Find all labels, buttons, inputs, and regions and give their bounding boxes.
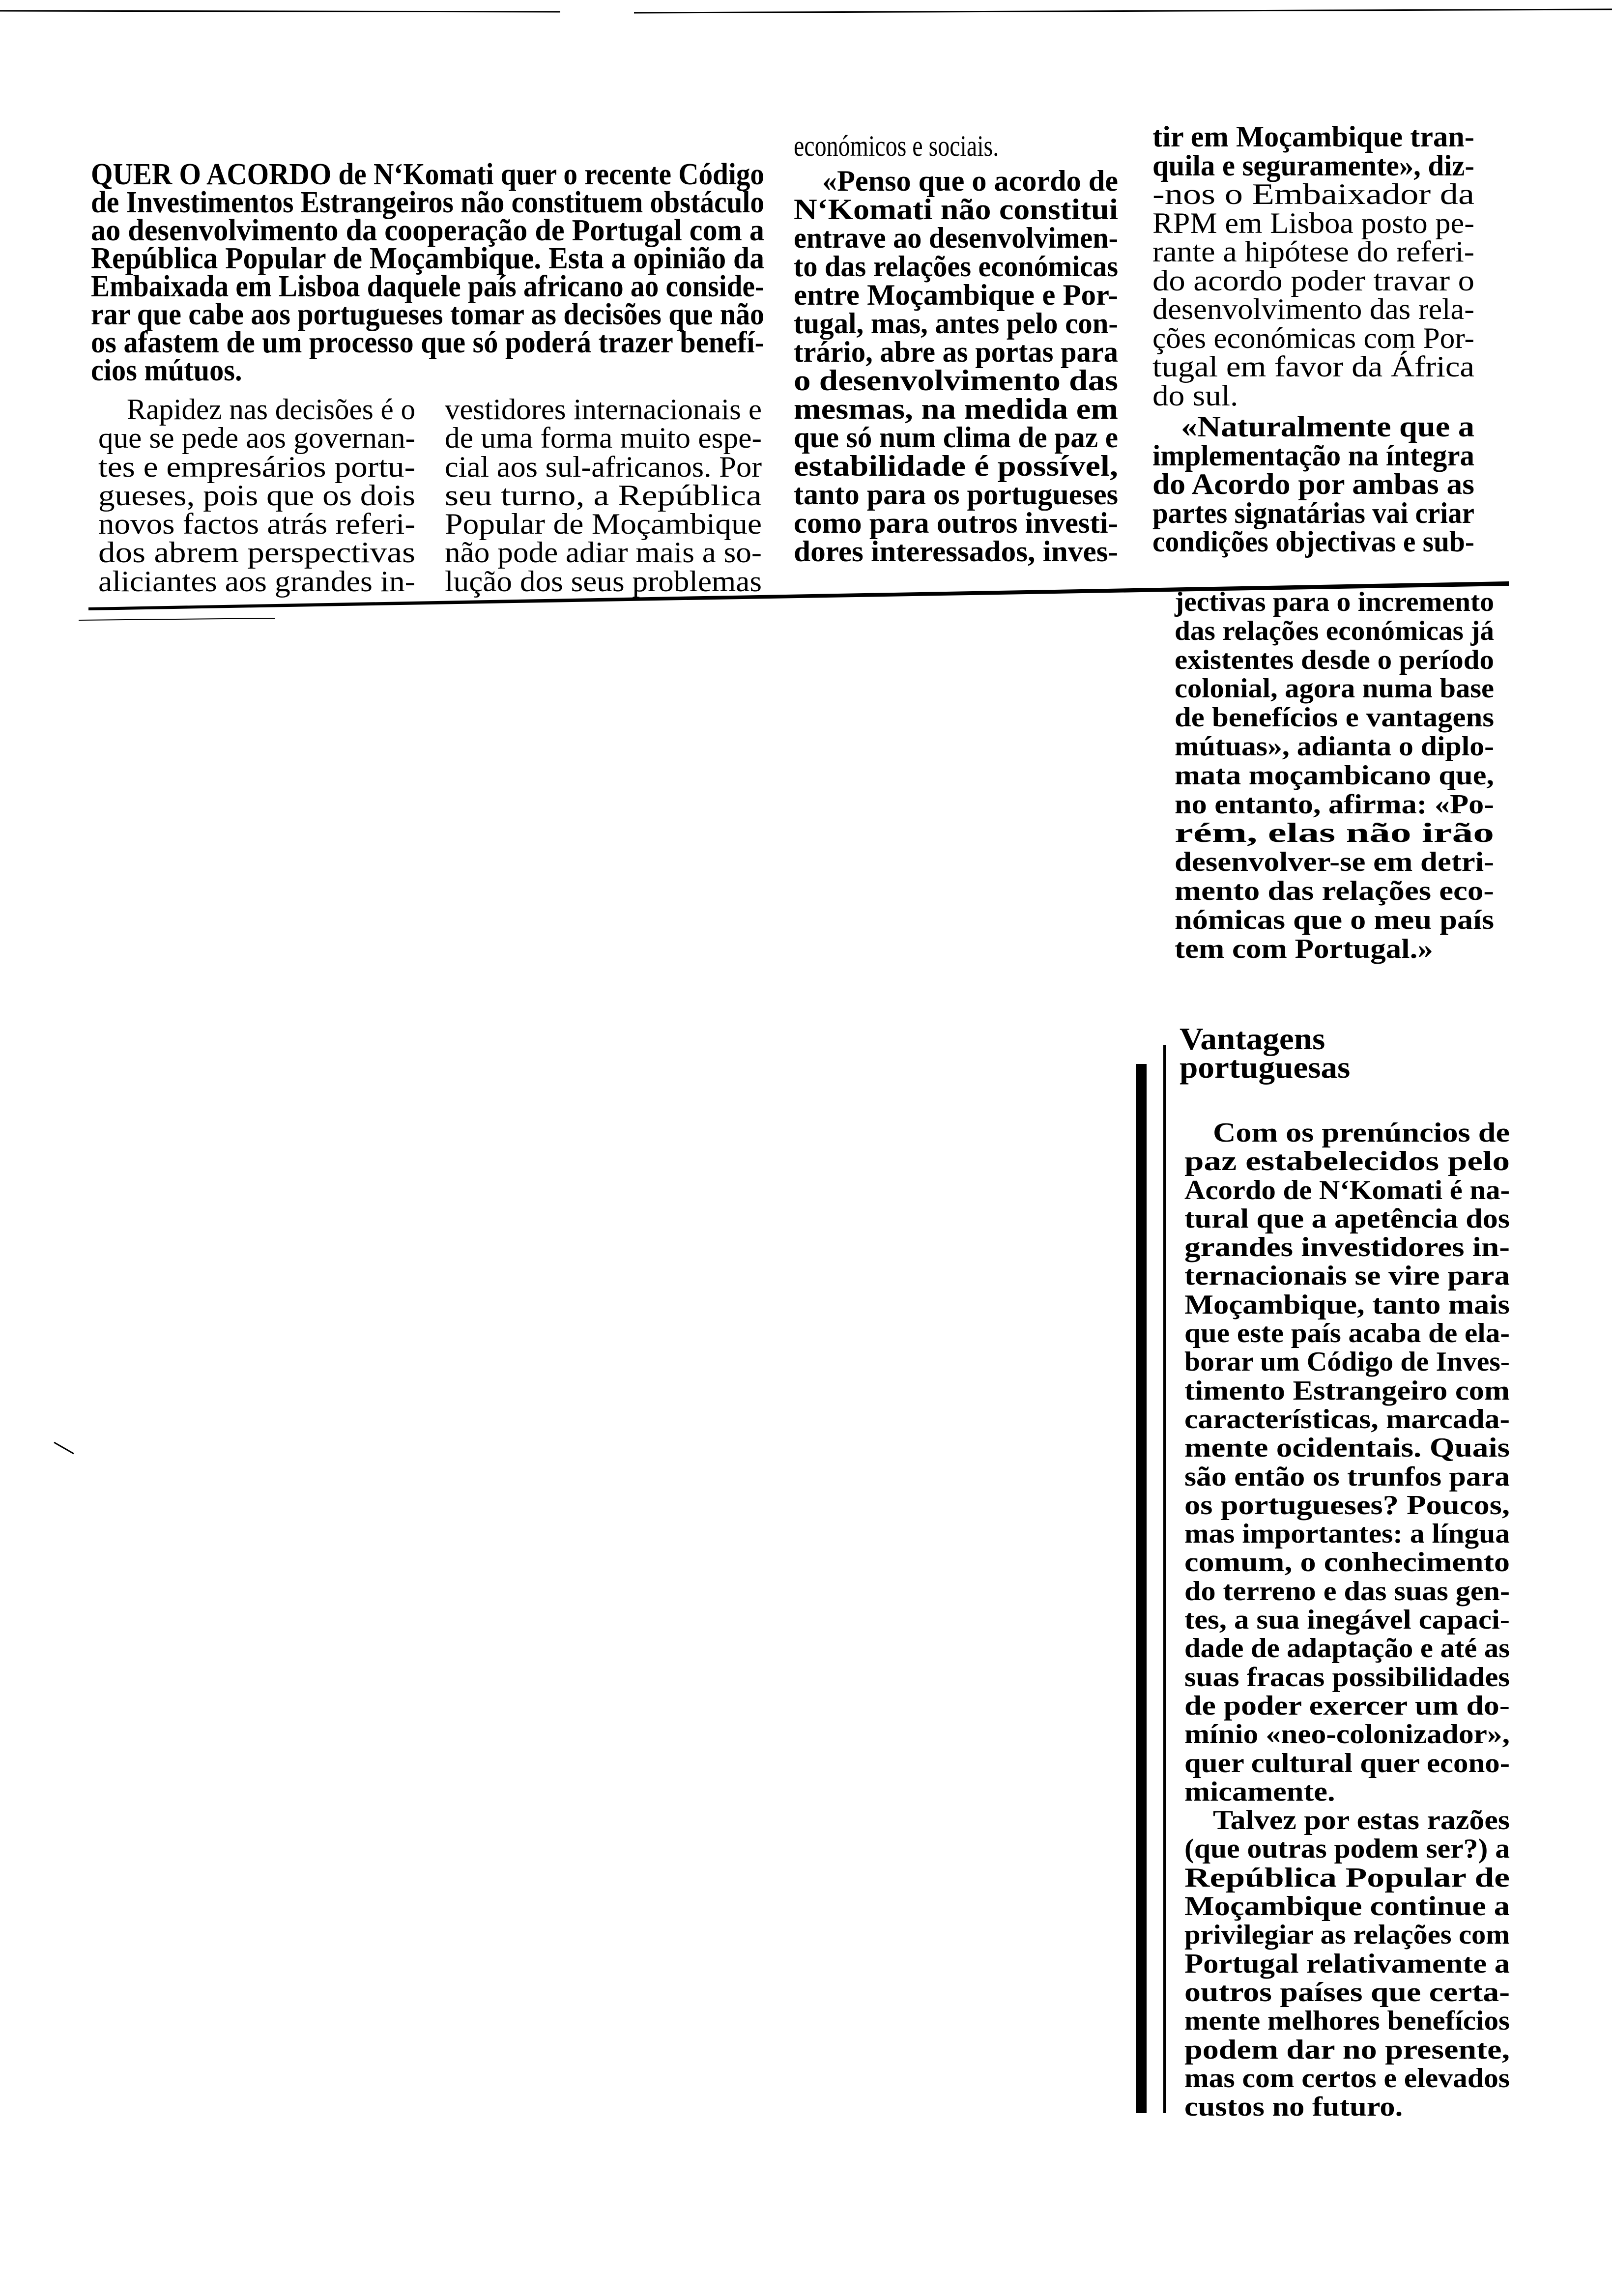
text-line-content: ções económicas com Por-: [1152, 321, 1474, 354]
text-line: [1184, 1606, 1510, 1634]
text-line-content: estabilidade é possível,: [794, 450, 1118, 482]
subheading-line: Vantagens: [1180, 1021, 1325, 1056]
text-line-content: outros países que certa-: [1184, 1977, 1510, 2008]
text-line: [1175, 790, 1494, 819]
text-line-content: tir em Moçambique tran-: [1152, 120, 1474, 153]
text-line-content: dade de adaptação e até as: [1184, 1633, 1510, 1664]
text-line-content: tes e empresários portu-: [98, 450, 415, 483]
subheading-line: portuguesas: [1180, 1050, 1351, 1085]
text-line-content: rante a hipótese do referi-: [1152, 235, 1474, 268]
text-line-content: paz estabelecidos pelo: [1184, 1146, 1510, 1177]
column-d-quote-end: [1152, 122, 1474, 180]
column-a: [98, 395, 415, 596]
text-line: [1175, 588, 1494, 617]
column-divider-rule-thin: [79, 618, 275, 620]
text-line: [1184, 1864, 1510, 1892]
text-line-content: mas importantes: a língua: [1184, 1519, 1510, 1550]
text-line-content: os portugueses? Poucos,: [1184, 1490, 1510, 1521]
text-line: [1184, 1377, 1510, 1405]
text-line: [1184, 1291, 1510, 1319]
text-line-content: desenvolver-se em detri-: [1175, 847, 1494, 878]
text-line-content: aliciantes aos grandes in-: [98, 565, 415, 598]
text-line: [91, 158, 764, 191]
text-line: [1175, 646, 1494, 675]
text-line-content: tanto para os portugueses: [794, 478, 1118, 511]
text-line-content: partes signatárias vai criar: [1152, 496, 1474, 529]
text-line: [1175, 761, 1494, 790]
text-line-content: das relações económicas já: [1175, 615, 1494, 646]
text-line: [1175, 906, 1494, 935]
text-line: [794, 167, 1118, 195]
text-line-content: de benefícios e vantagens: [1175, 702, 1494, 733]
text-line-content: mesmas, na medida em: [794, 393, 1118, 425]
text-line-content: mente melhores benefícios: [1184, 2006, 1510, 2037]
text-line-content: são então os trunfos para: [1184, 1461, 1510, 1492]
text-line: [1184, 1463, 1510, 1491]
column-d-attribution: [1152, 180, 1474, 410]
text-line-content: tem com Portugal.»: [1175, 933, 1433, 964]
text-line: [91, 298, 764, 331]
text-line-content: tugal, mas, antes pelo con-: [794, 307, 1118, 340]
text-line: [1184, 1978, 1510, 2007]
text-line: [445, 422, 762, 455]
text-line: [1184, 1634, 1510, 1663]
scan-mark: [54, 1442, 74, 1454]
text-line: [1152, 470, 1474, 499]
text-line-content: que se pede aos governan-: [98, 422, 415, 455]
text-line: [1184, 1720, 1510, 1749]
text-line: [794, 423, 1118, 452]
text-line: [91, 214, 764, 247]
text-line: [1152, 352, 1474, 381]
text-line-content: micamente.: [1184, 1776, 1335, 1807]
text-line-content: do sul.: [1152, 379, 1238, 412]
text-line: [1152, 237, 1474, 266]
column-c: [794, 132, 1118, 566]
text-line: [794, 252, 1118, 281]
text-line-content: os afastem de um processo que só poderá trazer benefí-: [91, 326, 764, 359]
text-line: [1184, 1405, 1510, 1434]
text-line-content: implementação na íntegra: [1152, 439, 1474, 472]
text-line-content: RPM em Lisboa posto pe-: [1152, 206, 1474, 239]
text-line-content: de poder exercer um do-: [1184, 1690, 1510, 1721]
text-line-content: dos abrem perspectivas: [98, 536, 415, 569]
text-line: [1152, 412, 1474, 441]
sidebar-thick-bar: [1136, 1064, 1147, 2113]
text-line-content: características, marcada-: [1184, 1404, 1510, 1435]
text-line-content: podem dar no presente,: [1184, 2034, 1510, 2065]
scan-edge-line: [634, 9, 1612, 13]
text-line: [1175, 732, 1494, 761]
text-line: [1184, 1548, 1510, 1577]
text-line-content: mas com certos e elevados: [1184, 2063, 1510, 2094]
text-line-content: Moçambique continue a: [1184, 1891, 1510, 1922]
text-line-content: de uma forma muito espe-: [445, 422, 762, 455]
text-line-content: entrave ao desenvolvimen-: [794, 222, 1118, 254]
text-line-content: condições objectivas e sub-: [1152, 525, 1474, 558]
text-line: [1175, 617, 1494, 646]
text-line: [98, 395, 415, 424]
text-line-content: comum, o conhecimento: [1184, 1547, 1510, 1578]
section-subheading: [1180, 1021, 1351, 1085]
text-line-content: entre Moçambique e Por-: [794, 279, 1118, 311]
text-line-content: timento Estrangeiro com: [1184, 1375, 1510, 1406]
text-line-content: de Investimentos Estrangeiros não constituem obstáculo: [91, 186, 764, 219]
text-line-content: suas fracas possibilidades: [1184, 1662, 1510, 1693]
text-line: [98, 481, 415, 510]
text-line-content: Popular de Moçambique: [445, 508, 762, 541]
text-line-content: Rapidez nas decisões é o: [127, 393, 415, 426]
text-line: [1152, 441, 1474, 470]
text-line-content: gueses, pois que os dois: [98, 479, 416, 512]
text-line-content: mento das relações eco-: [1175, 875, 1494, 906]
text-line: [1175, 703, 1494, 732]
text-line-content: Talvez por estas razões: [1213, 1805, 1510, 1836]
text-line: [1184, 2093, 1510, 2121]
text-line: [1152, 206, 1474, 239]
text-line-content: Embaixada em Lisboa daquele país africano ao conside-: [91, 270, 764, 303]
text-line: [1184, 1319, 1510, 1348]
text-line: [1152, 122, 1474, 151]
text-line-content: Portugal relativamente a: [1184, 1948, 1510, 1979]
text-line: [1184, 1147, 1510, 1176]
text-line: [91, 242, 764, 275]
text-line-content: mente ocidentais. Quais: [1184, 1433, 1510, 1464]
text-line-content: borar um Código de Inves-: [1184, 1347, 1510, 1378]
text-line: [1184, 2064, 1510, 2093]
text-line: [98, 538, 415, 567]
text-line-content: mata moçambicano que,: [1175, 760, 1494, 791]
text-line: [794, 452, 1118, 480]
text-line: [1184, 1663, 1510, 1692]
text-line-content: ternacionais se vire para: [1184, 1261, 1510, 1292]
text-line: [794, 281, 1118, 309]
text-line: [1184, 2036, 1510, 2064]
text-line: [1184, 1491, 1510, 1520]
text-line-content: seu turno, a República: [445, 479, 762, 512]
text-line: [91, 354, 764, 387]
text-line: [1184, 1176, 1510, 1205]
column-e-continuation: [1175, 588, 1494, 963]
text-line-content: do acordo poder travar o: [1152, 264, 1474, 297]
text-line-content: rar que cabe aos portugueses tomar as decisões que não: [91, 298, 764, 331]
text-line: [1184, 1262, 1510, 1290]
text-line: [98, 567, 415, 596]
text-line-content: como para outros investi-: [794, 507, 1118, 539]
text-line-content: to das relações económicas: [794, 250, 1118, 283]
text-line: [1152, 295, 1474, 324]
text-line-content: que este país acaba de ela-: [1184, 1318, 1510, 1349]
text-line: [1152, 180, 1474, 209]
text-line-content: República Popular de: [1184, 1862, 1510, 1893]
text-line-content: «Penso que o acordo de: [822, 165, 1118, 197]
text-line: [1152, 527, 1474, 556]
text-line-content: vestidores internacionais e: [445, 393, 762, 426]
text-line-content: «Naturalmente que a: [1181, 410, 1474, 443]
text-line: [1152, 496, 1474, 529]
text-line-content: nómicas que o meu país: [1175, 904, 1494, 935]
text-line: [794, 132, 1118, 160]
text-line-content: cial aos sul-africanos. Por: [445, 450, 762, 483]
text-line: [1184, 1520, 1510, 1548]
text-line-content: Moçambique, tanto mais: [1184, 1289, 1510, 1320]
column-b: [445, 395, 762, 596]
sidebar-body: [1184, 1119, 1510, 2121]
text-line: [1175, 848, 1494, 877]
sidebar-thin-rule: [1163, 1045, 1166, 2113]
text-line: [1175, 935, 1494, 964]
text-line: [1184, 1835, 1510, 1863]
text-line: [1184, 1577, 1510, 1606]
text-line-content: novos factos atrás referi-: [98, 508, 415, 541]
text-line: [1152, 266, 1474, 295]
text-line: [91, 270, 764, 303]
text-line-content: dores interessados, inves-: [794, 535, 1118, 568]
text-line: [794, 480, 1118, 509]
text-line: [98, 450, 415, 483]
text-line: [91, 186, 764, 219]
text-line-content: o desenvolvimento das: [794, 364, 1118, 397]
text-line: [794, 195, 1118, 224]
text-line: [1152, 381, 1474, 410]
column-d-quote: [1152, 412, 1474, 556]
column-d: [1152, 122, 1474, 556]
text-line-content: no entanto, afirma: «Po-: [1175, 789, 1494, 820]
text-line-content: tes, a sua inegável capaci-: [1184, 1605, 1510, 1636]
text-line-content: não pode adiar mais a so-: [445, 536, 762, 569]
text-line-content: República Popular de Moçambique. Esta a opinião da: [91, 242, 764, 275]
text-line: [1184, 2007, 1510, 2035]
text-line-content: QUER O ACORDO de N‘Komati quer o recente Código: [91, 158, 764, 191]
text-line: [445, 538, 762, 567]
lead-paragraph: [91, 158, 764, 387]
text-line: [794, 509, 1118, 537]
text-line-content: que só num clima de paz e: [794, 421, 1118, 454]
text-line: [1184, 1205, 1510, 1233]
text-line-content: -nos o Embaixador da: [1152, 178, 1474, 210]
text-line-content: desenvolvimento das rela-: [1152, 293, 1474, 325]
text-line: [1184, 1921, 1510, 1949]
scan-edge-line: [0, 11, 560, 12]
text-line-content: ao desenvolvimento da cooperação de Portugal com a: [91, 214, 764, 247]
text-line: [1152, 151, 1474, 180]
text-line: [1184, 1434, 1510, 1462]
text-line: [1184, 1749, 1510, 1778]
text-line: [794, 338, 1118, 366]
text-line-content: cios mútuos.: [91, 354, 242, 387]
text-line: [1184, 1892, 1510, 1921]
text-line-content: N‘Komati não constitui: [794, 193, 1118, 226]
text-line: [1175, 674, 1494, 703]
text-line-content: trário, abre as portas para: [794, 336, 1118, 368]
text-line-content: quila e seguramente», diz-: [1152, 149, 1474, 182]
text-line: [445, 450, 762, 483]
column-c-quote: [794, 167, 1118, 566]
text-line: [1184, 1950, 1510, 1978]
text-line-content: quer cultural quer econo-: [1184, 1748, 1510, 1779]
text-line: [1152, 321, 1474, 354]
text-line: [1175, 877, 1494, 906]
text-line: [1184, 1233, 1510, 1262]
text-line: [445, 567, 762, 596]
text-line: [445, 395, 762, 424]
text-line: [794, 537, 1118, 566]
text-line: [794, 366, 1118, 395]
text-line: [1184, 1348, 1510, 1376]
text-line-content: custos no futuro.: [1184, 2092, 1403, 2123]
text-line-content: mínio «neo-colonizador»,: [1184, 1719, 1510, 1750]
text-line: [98, 508, 415, 541]
text-line: [1184, 1778, 1510, 1806]
text-line-content: tural que a apetência dos: [1184, 1203, 1510, 1234]
text-line-content: rém, elas não irão: [1175, 818, 1494, 849]
text-line-content: Acordo de N‘Komati é na-: [1184, 1175, 1510, 1205]
text-line-content: tugal em favor da África: [1152, 350, 1474, 383]
text-line: [1175, 819, 1494, 848]
text-line: [794, 395, 1118, 423]
text-line-content: (que outras podem ser?) a: [1184, 1834, 1510, 1865]
text-line-content: privilegiar as relações com: [1184, 1920, 1510, 1951]
text-line: [794, 309, 1118, 338]
text-line: [445, 508, 762, 541]
column-c-paragraph-1: [794, 132, 1118, 160]
text-line: [445, 481, 762, 510]
text-line-content: jectivas para o incremento: [1175, 587, 1494, 617]
text-line-content: existentes desde o período: [1175, 644, 1494, 675]
text-line-content: grandes investidores in-: [1184, 1232, 1510, 1263]
text-line-content: do terreno e das suas gen-: [1184, 1576, 1510, 1607]
text-line-content: Com os prenúncios de: [1213, 1118, 1510, 1148]
text-line: [1184, 1692, 1510, 1720]
text-line-content: colonial, agora numa base: [1175, 673, 1494, 704]
text-line-content: económicos e sociais.: [794, 130, 999, 162]
text-line-content: lução dos seus problemas: [445, 565, 762, 598]
text-line: [794, 224, 1118, 252]
text-line: [1184, 1119, 1510, 1147]
text-line-content: do Acordo por ambas as: [1152, 468, 1474, 500]
text-line: [1184, 1806, 1510, 1835]
text-line-content: mútuas», adianta o diplo-: [1175, 731, 1494, 762]
text-line: [98, 422, 415, 455]
text-line: [91, 326, 764, 359]
